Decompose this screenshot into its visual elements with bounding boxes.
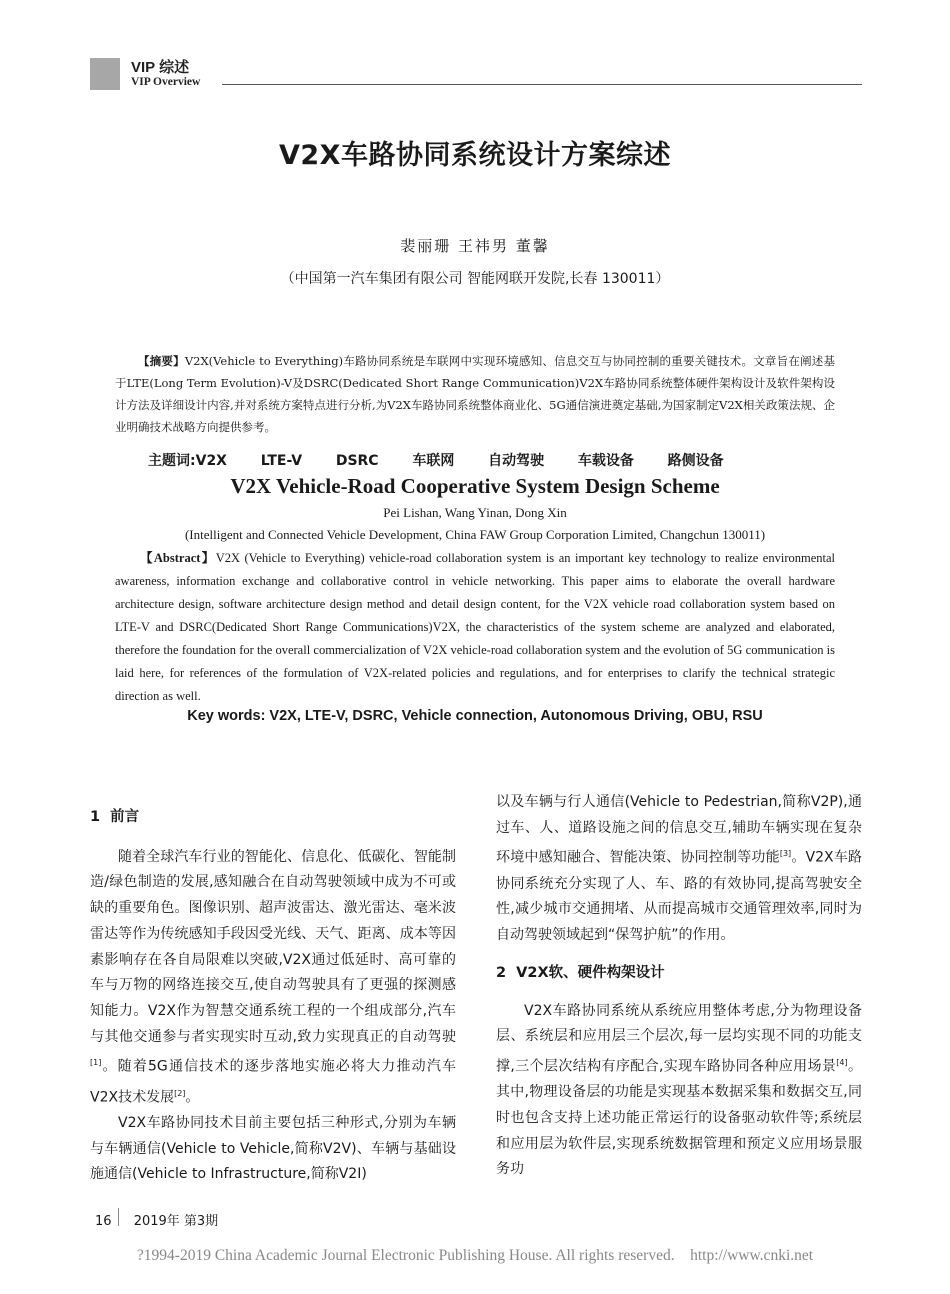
authors-cn: 裴丽珊 王祎男 董馨	[400, 237, 550, 255]
affiliation-en: (Intelligent and Connected Vehicle Development, China FAW Group Corporation Limited, Changchun 130011)	[184, 527, 766, 542]
abstract-en-label: 【Abstract】	[140, 551, 216, 565]
reference-4: [4]	[836, 1057, 848, 1067]
section-1-paragraph-1	[90, 845, 456, 1111]
reference-3: [3]	[779, 849, 792, 859]
section-2-paragraph-1	[496, 999, 862, 1184]
keywords-cn	[148, 450, 724, 470]
section-2-heading: 2 V2X软、硬件构架设计	[496, 964, 665, 981]
right-paragraph-1	[496, 790, 862, 949]
paragraph-text: 。其中,物理设备层的功能是实现基本数据采集和数据交互,同时也包含支持上述功能正常运行的设备驱动软件等;系统层和应用层为软件层,实现系统数据管理和预定义应用场景服务功	[496, 1058, 862, 1178]
paragraph-text: V2X车路协同系统从系统应用整体考虑,分为物理设备层、系统层和应用层三个层次,每一层均实现不同的功能支撑,三个层次结构有序配合,实现车路协同各种应用场景	[496, 1002, 862, 1075]
abstract-en-text: V2X (Vehicle to Everything) vehicle-road collaboration system is an important key technology to realize environmental awareness, information exchange and collaborative control in vehicle networking. This paper aims to elaborate the overall hardware architecture design, software architecture design method and detail design content, for the V2X vehicle road collaboration system based on LTE-V and DSRC(Dedicated Short Range Communications)V2X, the characteristics of the system scheme are analyzed and elaborated, therefore the foundation for the overall commercialization of V2X vehicle-road collaboration system and the evolution of 5G communication is laid here, for references of the formulation of V2X-related policies and regulations, and for enterprises to clarify the technical strategic direction as well.	[115, 551, 836, 703]
abstract-cn	[115, 350, 835, 438]
reference-2: [2]	[174, 1088, 186, 1098]
abstract-cn-label: 【摘要】	[138, 354, 185, 368]
keywords-cn-text: V2X LTE-V DSRC 车联网 自动驾驶 车载设备 路侧设备	[195, 453, 724, 469]
section-label-en: VIP Overview	[131, 76, 201, 88]
section-1-paragraph-2: V2X车路协同技术目前主要包括三种形式,分别为车辆与车辆通信(Vehicle to Vehicle,简称V2V)、车辆与基础设施通信(Vehicle to Infrastructure,简称V2I)	[90, 1115, 456, 1183]
paragraph-text: 。V2X车路协同系统充分实现了人、车、路的有效协同,提高驾驶安全性,减少城市交通拥堵、从而提高城市交通管理效率,同时为自动驾驶领域起到“保驾护航”的作用。	[496, 850, 863, 944]
paragraph-text: 。随着5G通信技术的逐步落地实施必将大力推动汽车V2X技术发展	[90, 1058, 456, 1106]
reference-1: [1]	[90, 1058, 102, 1068]
section-label-cn: VIP 综述	[131, 59, 190, 76]
header-gray-block	[90, 58, 120, 90]
affiliation-cn: （中国第一汽车集团有限公司 智能网联开发院,长春 130011）	[280, 271, 670, 287]
left-column	[90, 805, 456, 1188]
paragraph-text: 以及车辆与行人通信(Vehicle to Pedestrian,简称V2P),通过车、人、道路设施之间的信息交互,辅助车辆实现在复杂环境中感知融合、智能决策、协同控制等功能	[496, 794, 862, 867]
abstract-cn-text: V2X(Vehicle to Everything)车路协同系统是车联网中实现环境感知、信息交互与协同控制的重要关键技术。文章旨在阐述基于LTE(Long Term Evolution)-V及DSRC(Dedicated Short Range Communication)V2X车路协同系统整体硬件架构设计及软件架构设计方法及详细设计内容,并对系统方案特点进行分析,为V2X车路协同系统整体商业化、5G通信演进奠定基础,为国家制定V2X相关政策法规、企业明确技术战略方向提供参考。	[115, 354, 835, 434]
paragraph-text: 。	[185, 1089, 200, 1106]
paper-title-en: V2X Vehicle-Road Cooperative System Design Scheme	[230, 474, 720, 498]
paper-title-cn: V2X车路协同系统设计方案综述	[279, 140, 671, 171]
footer-divider	[118, 1208, 119, 1226]
paragraph-text: 随着全球汽车行业的智能化、信息化、低碳化、智能制造/绿色制造的发展,感知融合在自动驾驶领域中成为不可或缺的重要角色。图像识别、超声波雷达、激光雷达、毫米波雷达等作为传统感知手段因受光线、天气、距离、成本等因素影响存在各自局限难以突破,V2X通过低延时、高可靠的车与万物的网络连接交互,使自动驾驶具有了更强的探测感知能力。V2X作为智慧交通系统工程的一个组成部分,汽车与其他交通参与者实现实时互动,致力实现真正的自动驾驶	[90, 848, 456, 1045]
page-number: 16	[95, 1214, 112, 1229]
authors-en: Pei Lishan, Wang Yinan, Dong Xin	[383, 505, 567, 520]
right-column	[496, 790, 862, 1183]
section-1-heading: 1 前言	[90, 809, 140, 825]
copyright-notice: ?1994-2019 China Academic Journal Electronic Publishing House. All rights reserved. http://www.cnki.net	[136, 1247, 814, 1264]
issue-label: 2019年 第3期	[133, 1214, 219, 1229]
keywords-en: Key words: V2X, LTE-V, DSRC, Vehicle connection, Autonomous Driving, OBU, RSU	[187, 708, 763, 724]
header-rule	[222, 84, 862, 85]
page-footer	[95, 1210, 218, 1229]
keywords-cn-label: 主题词:	[148, 453, 196, 469]
abstract-en	[115, 547, 835, 708]
